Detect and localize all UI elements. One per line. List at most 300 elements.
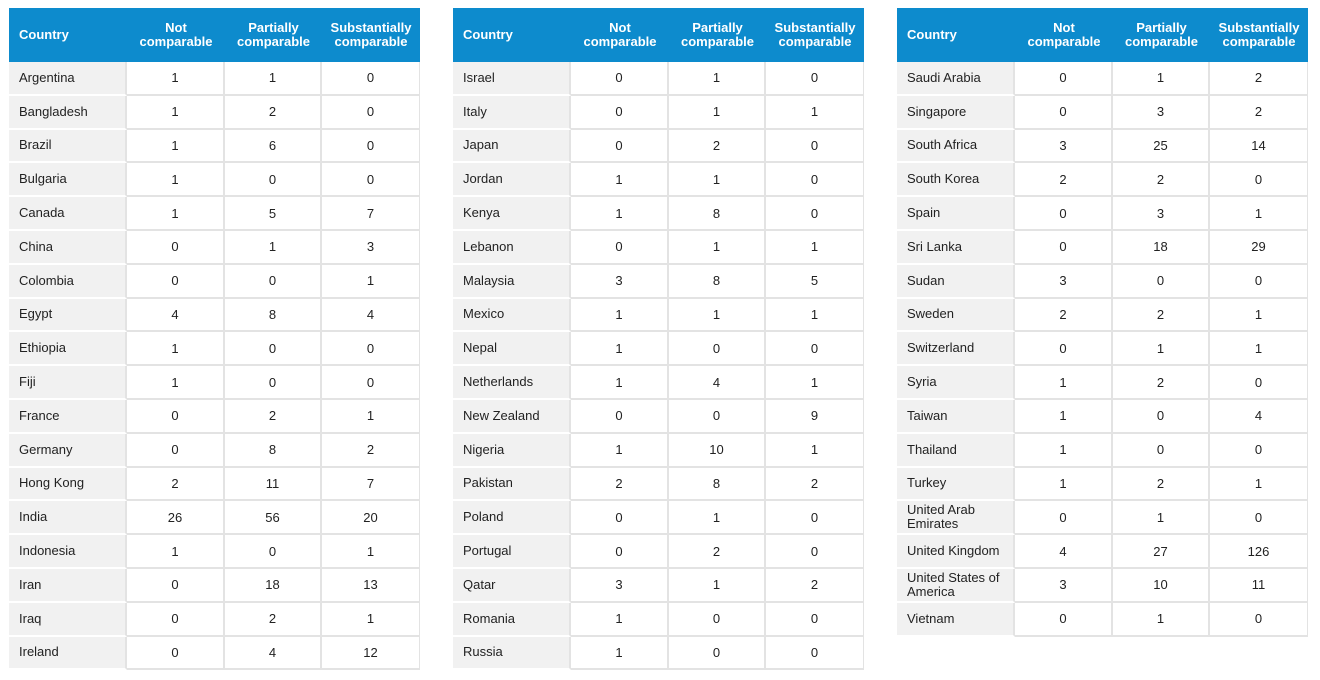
partially-comparable-cell: 18 [225,569,322,603]
country-cell: Vietnam [897,603,1015,637]
substantially-comparable-cell: 1 [1210,299,1308,333]
table-row [9,468,420,502]
partially-comparable-cell: 1 [669,163,766,197]
substantially-comparable-cell: 0 [322,96,420,130]
country-cell: Syria [897,366,1015,400]
partially-comparable-cell: 2 [225,96,322,130]
substantially-comparable-cell: 0 [766,501,864,535]
partially-comparable-cell: 8 [669,265,766,299]
table-row [897,366,1308,400]
table-row [897,231,1308,265]
substantially-comparable-cell: 5 [766,265,864,299]
partially-comparable-cell: 2 [1113,299,1210,333]
partially-comparable-cell: 0 [225,265,322,299]
not-comparable-cell: 0 [1015,197,1113,231]
country-cell: Bangladesh [9,96,127,130]
header-row [897,8,1308,62]
table-row [9,332,420,366]
table-row [9,197,420,231]
table-row [453,501,864,535]
header-row [453,8,864,62]
partially-comparable-cell: 2 [669,130,766,164]
table-row [453,366,864,400]
country-cell: Ireland [9,637,127,671]
table-row [9,130,420,164]
substantially-comparable-cell: 1 [1210,468,1308,502]
country-cell: Malaysia [453,265,571,299]
substantially-comparable-cell: 0 [1210,163,1308,197]
table-row [453,535,864,569]
table-row [9,637,420,671]
not-comparable-cell: 1 [571,637,669,671]
partially-comparable-cell: 11 [225,468,322,502]
table-row [897,197,1308,231]
not-comparable-cell: 0 [127,569,225,603]
table-row [897,62,1308,96]
country-cell: Sweden [897,299,1015,333]
not-comparable-cell: 1 [127,130,225,164]
table-row [9,434,420,468]
table-row [897,299,1308,333]
table-row [897,468,1308,502]
partially-comparable-cell: 1 [669,231,766,265]
header-label-line: comparable [681,34,754,49]
country-header [9,8,127,62]
country-cell: Argentina [9,62,127,96]
not-comparable-cell: 1 [127,366,225,400]
partially-comparable-cell: 56 [225,501,322,535]
substantially-comparable-cell: 11 [1210,569,1308,603]
partially-comparable-cell: 1 [1113,62,1210,96]
not-comparable-cell: 26 [127,501,225,535]
not-comparable-cell: 0 [1015,501,1113,535]
not-comparable-cell: 1 [127,197,225,231]
header-label-line: comparable [778,34,852,49]
substantially-comparable-cell: 4 [322,299,420,333]
header-label-line: Not [609,20,631,35]
header-label-line: comparable [1222,34,1296,49]
substantially-comparable-cell: 2 [1210,62,1308,96]
substantially-comparable-cell: 0 [766,535,864,569]
table-row [453,569,864,603]
substantially-comparable-cell: 9 [766,400,864,434]
substantially-comparable-cell: 0 [766,332,864,366]
header-label-line: Partially [692,20,743,35]
not-comparable-cell: 2 [1015,299,1113,333]
country-cell: Sri Lanka [897,231,1015,265]
table-row [9,265,420,299]
substantially-comparable-cell: 1 [322,265,420,299]
partially-comparable-cell: 0 [1113,400,1210,434]
country-cell: Ethiopia [9,332,127,366]
table-row [453,96,864,130]
substantially-comparable-cell: 29 [1210,231,1308,265]
header-label-line: comparable [334,34,408,49]
partially-comparable-cell: 0 [225,163,322,197]
not-comparable-cell: 2 [127,468,225,502]
country-cell: Nepal [453,332,571,366]
partially-comparable-cell: 5 [225,197,322,231]
table-row [897,400,1308,434]
partially-comparable-cell: 1 [669,299,766,333]
country-table-3 [897,8,1308,637]
partially-comparable-header [225,8,322,62]
country-cell: Spain [897,197,1015,231]
not-comparable-cell: 0 [1015,603,1113,637]
substantially-comparable-cell: 0 [766,603,864,637]
partially-comparable-cell: 8 [225,434,322,468]
partially-comparable-cell: 8 [225,299,322,333]
table-row [897,603,1308,637]
not-comparable-cell: 0 [127,603,225,637]
not-comparable-cell: 0 [127,265,225,299]
substantially-comparable-cell: 1 [766,96,864,130]
partially-comparable-cell: 0 [669,332,766,366]
not-comparable-cell: 1 [1015,468,1113,502]
partially-comparable-cell: 0 [225,366,322,400]
header-label-line: Substantially [774,20,856,35]
country-cell: Netherlands [453,366,571,400]
partially-comparable-cell: 6 [225,130,322,164]
partially-comparable-cell: 1 [669,62,766,96]
not-comparable-cell: 4 [1015,535,1113,569]
substantially-comparable-cell: 0 [322,62,420,96]
partially-comparable-cell: 0 [225,332,322,366]
partially-comparable-cell: 10 [669,434,766,468]
table-row [897,96,1308,130]
partially-comparable-cell: 0 [669,637,766,671]
header-label-line: Partially [248,20,299,35]
partially-comparable-cell: 0 [1113,434,1210,468]
table-row [453,130,864,164]
substantially-comparable-cell: 0 [1210,366,1308,400]
partially-comparable-cell: 4 [225,637,322,671]
partially-comparable-cell: 3 [1113,197,1210,231]
table-row [453,231,864,265]
substantially-comparable-cell: 0 [766,163,864,197]
country-cell: Russia [453,637,571,671]
partially-comparable-header [1113,8,1210,62]
partially-comparable-cell: 2 [1113,366,1210,400]
not-comparable-cell: 0 [127,434,225,468]
not-comparable-cell: 0 [127,637,225,671]
substantially-comparable-cell: 0 [322,366,420,400]
not-comparable-cell: 4 [127,299,225,333]
not-comparable-cell: 3 [571,569,669,603]
not-comparable-cell: 0 [1015,332,1113,366]
partially-comparable-cell: 2 [1113,163,1210,197]
country-cell: Germany [9,434,127,468]
substantially-comparable-cell: 2 [1210,96,1308,130]
country-header [453,8,571,62]
not-comparable-cell: 1 [127,535,225,569]
partially-comparable-cell: 1 [669,96,766,130]
country-cell: Nigeria [453,434,571,468]
country-table-1 [9,8,420,670]
partially-comparable-cell: 8 [669,468,766,502]
header-label-line: comparable [1125,34,1198,49]
table-row [9,96,420,130]
not-comparable-cell: 0 [127,231,225,265]
substantially-comparable-cell: 0 [766,130,864,164]
not-comparable-cell: 1 [571,434,669,468]
not-comparable-cell: 1 [127,62,225,96]
table-row [453,163,864,197]
not-comparable-cell: 1 [127,96,225,130]
header-label-line: Country [463,27,513,42]
partially-comparable-cell: 4 [669,366,766,400]
not-comparable-cell: 3 [1015,265,1113,299]
not-comparable-cell: 2 [1015,163,1113,197]
header-label-line: comparable [237,34,310,49]
header-label-line: Not [1053,20,1075,35]
substantially-comparable-cell: 1 [1210,197,1308,231]
not-comparable-header [571,8,669,62]
table-row [897,569,1308,603]
substantially-comparable-cell: 1 [322,535,420,569]
table-row [9,400,420,434]
substantially-comparable-cell: 126 [1210,535,1308,569]
table-row [9,501,420,535]
not-comparable-cell: 1 [127,163,225,197]
country-cell: Fiji [9,366,127,400]
header-row [9,8,420,62]
substantially-comparable-cell: 1 [1210,332,1308,366]
substantially-comparable-cell: 0 [1210,434,1308,468]
header-label-line: Country [907,27,957,42]
not-comparable-cell: 3 [1015,130,1113,164]
table-row [453,468,864,502]
table-row [9,163,420,197]
country-cell: Bulgaria [9,163,127,197]
not-comparable-cell: 0 [571,400,669,434]
table-row [9,569,420,603]
table-row [897,535,1308,569]
country-cell: Egypt [9,299,127,333]
table-row [897,434,1308,468]
not-comparable-cell: 1 [571,332,669,366]
partially-comparable-cell: 2 [669,535,766,569]
substantially-comparable-header [1210,8,1308,62]
partially-comparable-cell: 10 [1113,569,1210,603]
not-comparable-cell: 0 [571,96,669,130]
country-cell: Mexico [453,299,571,333]
table-row [453,197,864,231]
not-comparable-cell: 1 [571,366,669,400]
substantially-comparable-cell: 20 [322,501,420,535]
table-row [897,332,1308,366]
header-label-line: comparable [1027,34,1101,49]
country-cell: Japan [453,130,571,164]
not-comparable-cell: 0 [571,62,669,96]
country-cell: South Korea [897,163,1015,197]
country-cell: Poland [453,501,571,535]
not-comparable-header [1015,8,1113,62]
partially-comparable-cell: 1 [1113,603,1210,637]
partially-comparable-cell: 2 [1113,468,1210,502]
country-cell: China [9,231,127,265]
substantially-comparable-cell: 13 [322,569,420,603]
substantially-comparable-cell: 3 [322,231,420,265]
substantially-comparable-cell: 0 [766,62,864,96]
country-cell: South Africa [897,130,1015,164]
table-row [9,366,420,400]
table-row [453,265,864,299]
table-row [453,434,864,468]
country-cell: Turkey [897,468,1015,502]
country-cell: Taiwan [897,400,1015,434]
table-row [9,535,420,569]
not-comparable-header [127,8,225,62]
header-label-line: Substantially [1218,20,1300,35]
partially-comparable-cell: 1 [225,62,322,96]
not-comparable-cell: 1 [1015,400,1113,434]
not-comparable-cell: 0 [571,535,669,569]
substantially-comparable-cell: 0 [1210,265,1308,299]
not-comparable-cell: 0 [571,501,669,535]
country-cell: Thailand [897,434,1015,468]
partially-comparable-cell: 1 [669,501,766,535]
country-header [897,8,1015,62]
partially-comparable-cell: 27 [1113,535,1210,569]
table-row [453,332,864,366]
substantially-comparable-cell: 0 [1210,501,1308,535]
not-comparable-cell: 1 [1015,366,1113,400]
not-comparable-cell: 0 [571,130,669,164]
substantially-comparable-cell: 1 [766,299,864,333]
substantially-comparable-cell: 4 [1210,400,1308,434]
country-cell: Singapore [897,96,1015,130]
substantially-comparable-cell: 7 [322,197,420,231]
substantially-comparable-header [322,8,420,62]
country-cell: Israel [453,62,571,96]
partially-comparable-cell: 18 [1113,231,1210,265]
country-cell: Sudan [897,265,1015,299]
substantially-comparable-cell: 0 [322,332,420,366]
substantially-comparable-cell: 2 [766,468,864,502]
header-label-line: comparable [139,34,213,49]
not-comparable-cell: 2 [571,468,669,502]
country-cell: Colombia [9,265,127,299]
table-row [453,62,864,96]
table-row [897,501,1308,535]
table-row [453,637,864,671]
country-cell: United States of America [897,569,1015,603]
partially-comparable-cell: 1 [669,569,766,603]
country-cell: Qatar [453,569,571,603]
not-comparable-cell: 3 [1015,569,1113,603]
partially-comparable-cell: 0 [669,400,766,434]
substantially-comparable-header [766,8,864,62]
partially-comparable-cell: 1 [1113,332,1210,366]
table-row [897,130,1308,164]
substantially-comparable-cell: 1 [766,434,864,468]
partially-comparable-cell: 1 [1113,501,1210,535]
substantially-comparable-cell: 0 [766,637,864,671]
country-cell: Italy [453,96,571,130]
table-row [9,603,420,637]
country-cell: United Arab Emirates [897,501,1015,535]
country-cell: Pakistan [453,468,571,502]
substantially-comparable-cell: 0 [766,197,864,231]
partially-comparable-cell: 0 [669,603,766,637]
country-cell: United Kingdom [897,535,1015,569]
partially-comparable-header [669,8,766,62]
partially-comparable-cell: 0 [225,535,322,569]
country-cell: Saudi Arabia [897,62,1015,96]
table-row [897,265,1308,299]
substantially-comparable-cell: 2 [766,569,864,603]
header-label-line: comparable [583,34,657,49]
partially-comparable-cell: 3 [1113,96,1210,130]
country-cell: Jordan [453,163,571,197]
substantially-comparable-cell: 1 [322,603,420,637]
country-cell: Brazil [9,130,127,164]
not-comparable-cell: 0 [1015,96,1113,130]
substantially-comparable-cell: 1 [766,366,864,400]
substantially-comparable-cell: 2 [322,434,420,468]
country-cell: Romania [453,603,571,637]
header-label-line: Not [165,20,187,35]
table-row [453,603,864,637]
table-row [453,400,864,434]
country-cell: Indonesia [9,535,127,569]
substantially-comparable-cell: 14 [1210,130,1308,164]
table-row [9,62,420,96]
country-cell: Hong Kong [9,468,127,502]
header-label-line: Country [19,27,69,42]
country-table-2 [453,8,864,670]
substantially-comparable-cell: 12 [322,637,420,671]
table-row [9,231,420,265]
substantially-comparable-cell: 7 [322,468,420,502]
substantially-comparable-cell: 1 [322,400,420,434]
not-comparable-cell: 0 [1015,62,1113,96]
country-cell: Canada [9,197,127,231]
partially-comparable-cell: 2 [225,400,322,434]
country-cell: France [9,400,127,434]
partially-comparable-cell: 1 [225,231,322,265]
substantially-comparable-cell: 0 [1210,603,1308,637]
not-comparable-cell: 1 [571,163,669,197]
not-comparable-cell: 0 [571,231,669,265]
partially-comparable-cell: 2 [225,603,322,637]
substantially-comparable-cell: 0 [322,163,420,197]
country-cell: India [9,501,127,535]
country-cell: New Zealand [453,400,571,434]
table-row [897,163,1308,197]
not-comparable-cell: 3 [571,265,669,299]
country-cell: Portugal [453,535,571,569]
country-cell: Switzerland [897,332,1015,366]
table-row [9,299,420,333]
not-comparable-cell: 1 [571,299,669,333]
partially-comparable-cell: 25 [1113,130,1210,164]
not-comparable-cell: 1 [1015,434,1113,468]
not-comparable-cell: 0 [1015,231,1113,265]
country-cell: Lebanon [453,231,571,265]
country-cell: Iran [9,569,127,603]
partially-comparable-cell: 0 [1113,265,1210,299]
header-label-line: Substantially [330,20,412,35]
not-comparable-cell: 1 [127,332,225,366]
not-comparable-cell: 1 [571,603,669,637]
substantially-comparable-cell: 0 [322,130,420,164]
country-cell: Iraq [9,603,127,637]
not-comparable-cell: 0 [127,400,225,434]
header-label-line: Partially [1136,20,1187,35]
country-cell: Kenya [453,197,571,231]
